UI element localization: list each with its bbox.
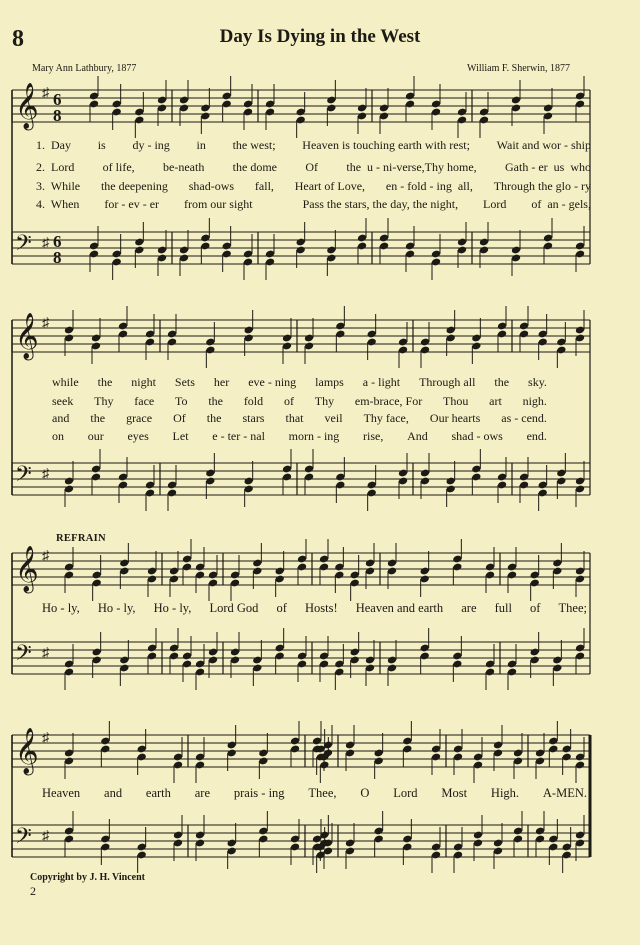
- lyric-syllable: while: [52, 375, 79, 389]
- lyric-syllable: eve - ning: [248, 375, 297, 389]
- copyright-notice: Copyright by J. H. Vincent: [30, 872, 146, 883]
- lyric-syllable: sky.: [528, 375, 547, 389]
- lyric-syllable: for - ev - er: [104, 197, 160, 211]
- lyric-syllable: the: [90, 411, 106, 425]
- lyric-syllable: Lord: [483, 197, 507, 211]
- bass-clef: 𝄢: [15, 231, 32, 261]
- lyric-syllable: seek: [52, 394, 74, 408]
- lyric-syllable: Thee,: [308, 786, 337, 800]
- lyric-syllable: of life,: [102, 160, 135, 174]
- lyric-syllable: Wait and wor - ship: [496, 138, 591, 152]
- key-signature-sharp: ♯: [42, 86, 49, 101]
- lyric-syllable: from our sight: [183, 197, 253, 211]
- lyric-syllable: fall,: [254, 179, 274, 193]
- lyric-syllable: end.: [526, 429, 547, 443]
- bass-clef: 𝄢: [15, 462, 32, 492]
- key-signature-sharp: ♯: [42, 316, 49, 331]
- hymn-title: Day Is Dying in the West: [219, 26, 421, 47]
- lyric-syllable: Most: [441, 786, 468, 800]
- lyric-syllable: of: [530, 601, 541, 615]
- time-signature-bottom: 8: [53, 248, 62, 267]
- refrain-lyric-line-1: [42, 601, 587, 616]
- treble-clef: 𝄞: [15, 546, 39, 592]
- verse-2-line-2: [52, 394, 547, 409]
- verse-3-line-2: [52, 411, 547, 426]
- lyric-syllable: and: [104, 786, 123, 800]
- lyric-syllable: eyes: [127, 429, 149, 443]
- verse-1-line: [36, 138, 591, 153]
- lyric-syllable: Ho - ly,: [97, 601, 136, 615]
- verse-4-line-2: [52, 429, 547, 444]
- treble-clef: 𝄞: [15, 83, 39, 129]
- lyric-syllable: grace: [126, 411, 153, 425]
- time-signature-top: 6: [53, 90, 62, 109]
- lyric-syllable: Heaven: [42, 786, 81, 800]
- lyric-syllable: and: [52, 411, 70, 425]
- lyric-syllable: 2. Lord: [36, 160, 75, 174]
- lyric-syllable: are: [194, 786, 211, 800]
- lyric-syllable: is: [97, 138, 106, 152]
- lyric-syllable: And: [407, 429, 428, 443]
- lyric-syllable: em-brace, For: [354, 394, 423, 408]
- lyric-syllable: Gath - er us who: [505, 160, 591, 174]
- lyric-syllable: full: [494, 601, 512, 615]
- composer-credit: William F. Sherwin, 1877: [467, 63, 570, 74]
- lyric-syllable: O: [360, 786, 370, 800]
- lyric-syllable: our: [87, 429, 104, 443]
- key-signature-sharp: ♯: [42, 467, 49, 482]
- author-credit: Mary Ann Lathbury, 1877: [32, 63, 137, 74]
- bass-clef: 𝄢: [15, 824, 32, 854]
- lyric-syllable: in: [196, 138, 206, 152]
- lyric-syllable: 1. Day: [36, 138, 71, 152]
- lyric-syllable: Heart of Love,: [294, 179, 366, 193]
- time-signature-bottom: 8: [53, 106, 62, 125]
- key-signature-sharp: ♯: [42, 549, 49, 564]
- lyric-syllable: of an - gels,: [531, 197, 591, 211]
- lyric-syllable: as - cend.: [501, 411, 547, 425]
- lyric-syllable: A-MEN.: [542, 786, 587, 800]
- lyric-syllable: the deepening: [100, 179, 168, 193]
- lyric-syllable: Thy: [94, 394, 114, 408]
- lyric-syllable: her: [213, 375, 230, 389]
- lyric-syllable: of: [283, 394, 294, 408]
- lyric-syllable: the dome: [232, 160, 277, 174]
- lyric-syllable: Ho - ly,: [42, 601, 80, 615]
- lyric-syllable: Pass the stars, the day, the night,: [302, 197, 459, 211]
- lyric-syllable: Sets: [174, 375, 195, 389]
- lyric-syllable: night: [131, 375, 156, 389]
- lyric-syllable: Of: [173, 411, 186, 425]
- lyric-syllable: morn - ing: [288, 429, 340, 443]
- lyric-syllable: the u - ni-verse,Thy home,: [346, 160, 477, 174]
- lyric-syllable: prais - ing: [233, 786, 285, 800]
- lyric-syllable: the: [208, 394, 224, 408]
- lyric-syllable: on: [52, 429, 64, 443]
- verse-1-line-2: [52, 375, 547, 390]
- lyric-syllable: e - ter - nal: [212, 429, 265, 443]
- lyric-syllable: Our hearts: [429, 411, 481, 425]
- lyric-syllable: are: [461, 601, 477, 615]
- lyric-syllable: face: [134, 394, 155, 408]
- lyric-syllable: High.: [490, 786, 520, 800]
- lyric-syllable: a - light: [362, 375, 401, 389]
- key-signature-sharp: ♯: [42, 829, 49, 844]
- lyric-syllable: 3. While: [36, 179, 81, 193]
- lyric-syllable: shad-ows: [188, 179, 235, 193]
- lyric-syllable: be-neath: [163, 160, 205, 174]
- lyric-syllable: veil: [324, 411, 343, 425]
- lyric-syllable: To: [175, 394, 188, 408]
- lyric-syllable: Hosts!: [304, 601, 338, 615]
- verse-4-line: [36, 197, 591, 212]
- lyric-syllable: that: [285, 411, 304, 425]
- lyric-syllable: Lord God: [209, 601, 259, 615]
- verse-2-line: [36, 160, 591, 175]
- lyric-syllable: Lord: [393, 786, 418, 800]
- key-signature-sharp: ♯: [42, 731, 49, 746]
- lyric-syllable: the: [206, 411, 222, 425]
- lyric-syllable: Through the glo - ry: [493, 179, 591, 193]
- bass-clef: 𝄢: [15, 641, 32, 671]
- lyric-syllable: dy - ing: [132, 138, 170, 152]
- lyric-syllable: Heaven and earth: [355, 601, 444, 615]
- refrain-lyric-line-2: [42, 786, 587, 801]
- treble-clef: 𝄞: [15, 728, 39, 774]
- lyric-syllable: shad - ows: [451, 429, 503, 443]
- lyric-syllable: Through all: [419, 375, 476, 389]
- lyric-syllable: of: [276, 601, 287, 615]
- treble-clef: 𝄞: [15, 313, 39, 359]
- lyric-syllable: fold: [243, 394, 264, 408]
- lyric-syllable: Let: [172, 429, 189, 443]
- lyric-syllable: 4. When: [36, 197, 80, 211]
- lyric-syllable: Ho - ly,: [153, 601, 192, 615]
- lyric-syllable: earth: [145, 786, 171, 800]
- hymn-number: 8: [12, 26, 24, 52]
- lyric-syllable: lamps: [315, 375, 344, 389]
- lyric-syllable: stars: [242, 411, 265, 425]
- lyric-syllable: nigh.: [522, 394, 547, 408]
- refrain-label: REFRAIN: [56, 533, 106, 544]
- lyric-syllable: Heaven is touching earth with rest;: [302, 138, 470, 152]
- lyric-syllable: the west;: [232, 138, 276, 152]
- key-signature-sharp: ♯: [42, 646, 49, 661]
- key-signature-sharp: ♯: [42, 236, 49, 251]
- lyric-syllable: Thou: [443, 394, 469, 408]
- lyric-syllable: the: [494, 375, 510, 389]
- lyric-syllable: rise,: [363, 429, 384, 443]
- verse-3-line: [36, 179, 591, 194]
- lyric-syllable: Thee;: [558, 601, 587, 615]
- lyric-syllable: the: [97, 375, 113, 389]
- lyric-syllable: Thy: [314, 394, 335, 408]
- page-number: 2: [30, 884, 36, 898]
- lyric-syllable: Of: [305, 160, 319, 174]
- lyric-syllable: en - fold - ing all,: [385, 179, 473, 193]
- lyric-syllable: art: [489, 394, 502, 408]
- time-signature-top: 6: [53, 232, 62, 251]
- lyric-syllable: Thy face,: [363, 411, 409, 425]
